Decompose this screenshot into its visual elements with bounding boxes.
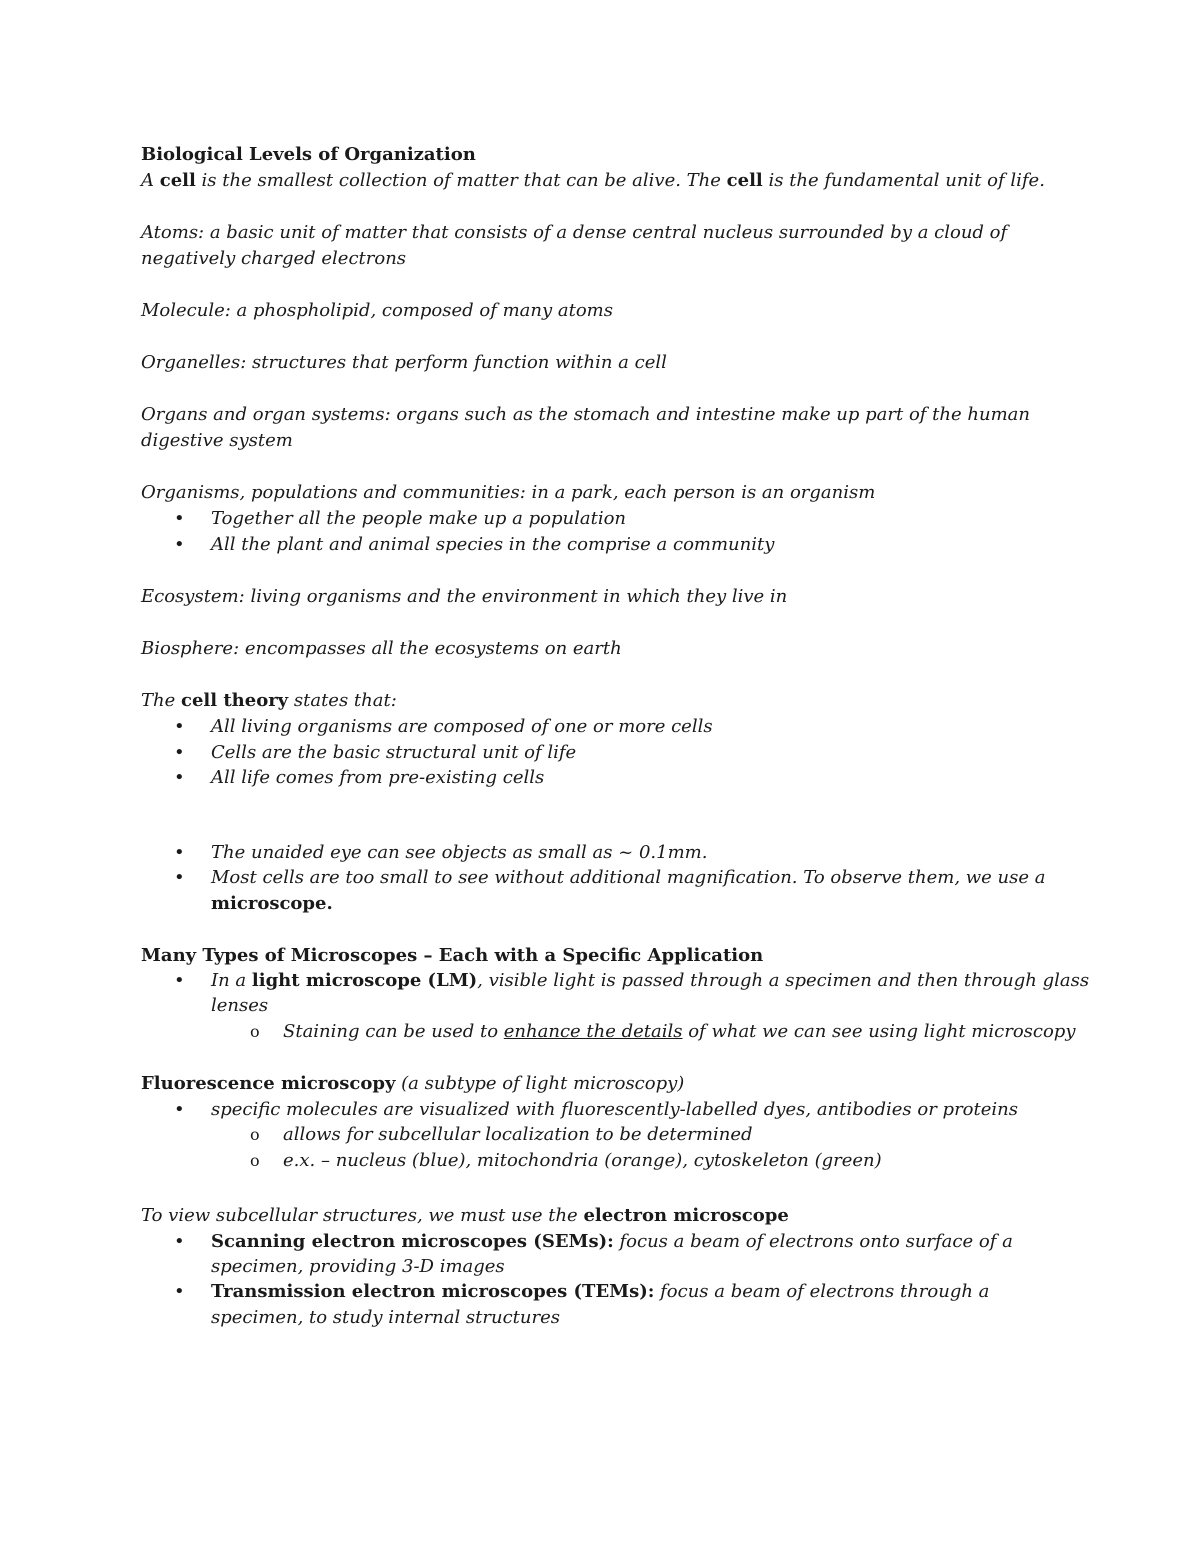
electron-bold: electron microscope (583, 1205, 789, 1226)
organs-line-1: Organs and organ systems: organs such as the stomach and intestine make up part of the human (141, 404, 1030, 425)
page-title: Biological Levels of Organization (141, 144, 476, 165)
fluorescence-line (141, 1071, 684, 1097)
bullet-glyph: • (174, 842, 185, 863)
cell-theory-line (141, 688, 397, 714)
staining-text-b: of what we can see using light microscopy (682, 1021, 1076, 1042)
light-microscope-line-1 (211, 968, 1089, 994)
tem-line-1 (211, 1279, 989, 1305)
bullet-glyph: • (174, 767, 185, 788)
staining-line (283, 1019, 1076, 1045)
molecule-line: Molecule: a phospholipid, composed of many atoms (141, 300, 613, 321)
cell-theory-bullet-1: All living organisms are composed of one or more cells (211, 716, 713, 737)
biosphere-line: Biosphere: encompasses all the ecosystems on earth (141, 638, 622, 659)
staining-underlined: enhance the details (503, 1021, 683, 1042)
bullet-glyph: • (174, 970, 185, 991)
bullet-glyph: • (174, 1281, 185, 1302)
lm-bold: light microscope (LM) (251, 970, 478, 991)
light-microscope-line-2: lenses (211, 995, 269, 1016)
sem-line-1 (211, 1229, 1013, 1255)
tem-bold: Transmission electron microscopes (TEMs): (211, 1281, 655, 1302)
tem-line-2: specimen, to study internal structures (211, 1307, 560, 1328)
intro-line (141, 168, 1045, 194)
bullet-glyph: • (174, 1099, 185, 1120)
bullet-glyph: • (174, 1231, 185, 1252)
fluorescence-bullet: specific molecules are visualized with fluorescently-labelled dyes, antibodies or proteins (211, 1099, 1018, 1120)
cell-theory-bold: cell theory (180, 690, 289, 711)
bullet-glyph: • (174, 508, 185, 529)
organisms-bullet-2: All the plant and animal species in the comprise a community (211, 534, 775, 555)
sub-bullet-glyph: o (250, 1022, 260, 1041)
eye-bullet-2-bold: microscope. (211, 893, 333, 914)
sem-bold: Scanning electron microscopes (SEMs): (211, 1231, 614, 1252)
cell-theory-text-a: The (141, 690, 181, 711)
intro-text-c: is the fundamental unit of life. (762, 170, 1045, 191)
lm-text-b: , visible light is passed through a specimen and then through glass (477, 970, 1090, 991)
tem-rest: focus a beam of electrons through a (654, 1281, 990, 1302)
microscopes-heading: Many Types of Microscopes – Each with a Specific Application (141, 945, 764, 966)
sub-bullet-glyph: o (250, 1125, 260, 1144)
sem-rest: focus a beam of electrons onto surface of a (613, 1231, 1013, 1252)
sub-bullet-glyph: o (250, 1151, 260, 1170)
eye-bullet-1: The unaided eye can see objects as small as ~ 0.1mm. (211, 842, 708, 863)
intro-text-b: is the smallest collection of matter that can be alive. The (195, 170, 727, 191)
lm-text-a: In a (211, 970, 252, 991)
intro-text-a: A (141, 170, 160, 191)
fluorescence-sub-2: e.x. – nucleus (blue), mitochondria (orange), cytoskeleton (green) (283, 1150, 882, 1171)
intro-cell-bold-1: cell (159, 170, 196, 191)
eye-bullet-2-line-1: Most cells are too small to see without additional magnification. To observe them, we use a (211, 867, 1046, 888)
sem-line-2: specimen, providing 3-D images (211, 1256, 505, 1277)
electron-text-a: To view subcellular structures, we must use the (141, 1205, 584, 1226)
bullet-glyph: • (174, 716, 185, 737)
fluorescence-bold: Fluorescence microscopy (141, 1073, 396, 1094)
bullet-glyph: • (174, 742, 185, 763)
bullet-glyph: • (174, 867, 185, 888)
organisms-line: Organisms, populations and communities: in a park, each person is an organism (141, 482, 876, 503)
staining-text-a: Staining can be used to (283, 1021, 504, 1042)
fluorescence-rest: (a subtype of light microscopy) (395, 1073, 685, 1094)
electron-line (141, 1203, 789, 1229)
cell-theory-text-b: states that: (288, 690, 397, 711)
fluorescence-sub-1: allows for subcellular localization to be determined (283, 1124, 753, 1145)
cell-theory-bullet-3: All life comes from pre-existing cells (211, 767, 545, 788)
organs-line-2: digestive system (141, 430, 293, 451)
cell-theory-bullet-2: Cells are the basic structural unit of life (211, 742, 577, 763)
bullet-glyph: • (174, 534, 185, 555)
ecosystem-line: Ecosystem: living organisms and the environment in which they live in (141, 586, 788, 607)
atoms-line-2: negatively charged electrons (141, 248, 407, 269)
organisms-bullet-1: Together all the people make up a population (211, 508, 627, 529)
organelles-line: Organelles: structures that perform function within a cell (141, 352, 667, 373)
atoms-line-1: Atoms: a basic unit of matter that consists of a dense central nucleus surrounded by a cloud of (141, 222, 1008, 243)
intro-cell-bold-2: cell (726, 170, 763, 191)
